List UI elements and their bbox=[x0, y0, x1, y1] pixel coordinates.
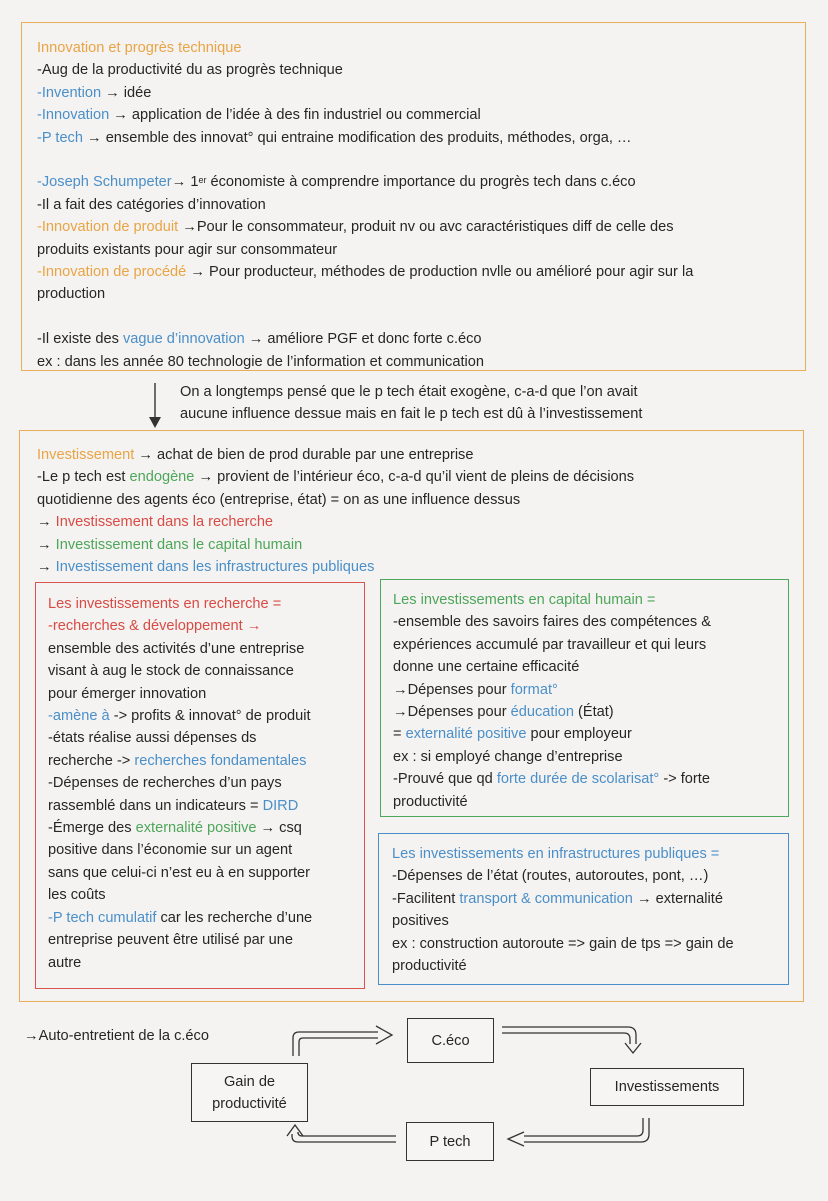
schumpeter-def: économiste à comprendre importance du progrès tech dans c.éco bbox=[206, 174, 636, 191]
arrow: → bbox=[178, 219, 197, 236]
capital-line bbox=[393, 701, 711, 723]
auto-entretien-text: →Auto-entretient de la c.éco bbox=[24, 1028, 209, 1044]
gain-label-1: Gain de bbox=[223, 1073, 276, 1090]
ptech-label: P tech bbox=[429, 1133, 471, 1150]
recherche-line: autre bbox=[48, 954, 82, 971]
infrastructures-box bbox=[378, 833, 789, 985]
text: -Facilitent bbox=[392, 890, 460, 907]
infra-title: Les investissements en infrastructures publiques = bbox=[392, 846, 720, 862]
recherche-line: sans que celui-ci n’est eu à en supporter bbox=[48, 864, 311, 881]
innovation-produit-def: Pour le consommateur, produit nv ou avc caractéristiques diff de celle des bbox=[196, 219, 674, 236]
arrow: → bbox=[194, 469, 218, 486]
superscript: er bbox=[198, 175, 207, 186]
term: -P tech cumulatif bbox=[48, 909, 157, 926]
recherche-line: -Dépenses de recherches d’un pays bbox=[48, 775, 282, 792]
arrow-gain-to-ceco-icon bbox=[293, 1026, 392, 1056]
schumpeter-term: -Joseph Schumpeter bbox=[37, 174, 172, 191]
transition-line-2: aucune influence dessue mais en fait le p tech est dû à l’investissement bbox=[180, 406, 643, 423]
gain-label-2: productivité bbox=[212, 1095, 287, 1112]
innovation-line bbox=[37, 104, 693, 126]
text: -Prouvé que qd bbox=[393, 771, 497, 788]
text: -Émerge des bbox=[48, 820, 136, 837]
capital-line: expériences accumulé par travailleur et qui leurs bbox=[393, 636, 707, 653]
text: pour employeur bbox=[526, 726, 632, 743]
ptech-def: ensemble des innovat° qui entraine modification des produits, méthodes, orga, … bbox=[105, 129, 632, 146]
recherche-line: visant à aug le stock de connaissance bbox=[48, 663, 294, 680]
innovation-procede-line-2: production bbox=[37, 286, 106, 303]
infra-line: productivité bbox=[392, 958, 467, 975]
arrow: → bbox=[109, 107, 132, 124]
term: externalité positive bbox=[405, 726, 527, 743]
capital-line bbox=[393, 679, 711, 701]
categories-line: -Il a fait des catégories d’innovation bbox=[37, 196, 266, 213]
capital-line: donne une certaine efficacité bbox=[393, 659, 580, 676]
innovation-procede-line bbox=[37, 261, 693, 283]
term: -amène à bbox=[48, 708, 110, 725]
innovation-procede-def: Pour producteur, méthodes de production nvlle ou amélioré pour agir sur la bbox=[209, 264, 694, 281]
innovation-def: application de l’idée à des fin industriel ou commercial bbox=[131, 107, 481, 124]
capital-line: -ensemble des savoirs faires des compétences & bbox=[393, 614, 711, 631]
gain-productivite-box bbox=[191, 1063, 308, 1122]
endogene-line bbox=[37, 466, 634, 488]
vague-line bbox=[37, 328, 693, 350]
recherche-line bbox=[48, 750, 312, 772]
capital-line: productivité bbox=[393, 793, 468, 810]
text: car les recherche d’une bbox=[156, 909, 313, 926]
bullet-infra-label: Investissement dans les infrastructures publiques bbox=[55, 559, 375, 576]
schumpeter-line bbox=[37, 171, 693, 193]
infra-line bbox=[392, 888, 734, 910]
capital-line bbox=[393, 723, 711, 745]
recherche-line: -états réalise aussi dépenses ds bbox=[48, 730, 257, 747]
term: externalité positive bbox=[135, 820, 257, 837]
recherche-title: Les investissements en recherche = bbox=[48, 596, 282, 612]
productivity-line: -Aug de la productivité du as progrès technique bbox=[37, 62, 343, 79]
recherche-line: entreprise peuvent être utilisé par une bbox=[48, 932, 294, 949]
invention-line bbox=[37, 82, 693, 104]
recherche-line: positive dans l’économie sur un agent bbox=[48, 842, 293, 859]
arrow: → bbox=[134, 447, 158, 463]
bullet-capital-humain bbox=[37, 534, 634, 556]
text: rassemblé dans un indicateurs = bbox=[48, 797, 263, 814]
term: recherches fondamentales bbox=[134, 752, 307, 769]
section-title: Innovation et progrès technique bbox=[37, 40, 242, 56]
arrow: → bbox=[101, 84, 124, 101]
investissement-term: Investissement bbox=[37, 447, 135, 463]
vague-term: vague d’innovation bbox=[122, 331, 245, 348]
bullet-recherche bbox=[37, 511, 634, 533]
capital-title: Les investissements en capital humain = bbox=[393, 592, 656, 608]
innovation-term: -Innovation bbox=[37, 107, 110, 124]
arrow: → bbox=[37, 514, 56, 531]
arrow: → bbox=[82, 129, 106, 146]
spacer bbox=[37, 149, 693, 171]
recherche-line: les coûts bbox=[48, 887, 106, 904]
ptech-line bbox=[37, 127, 693, 149]
infra-line: ex : construction autoroute => gain de tps => gain de bbox=[392, 935, 734, 952]
arrow-ptech-to-gain-icon bbox=[287, 1125, 396, 1142]
bullet-capital-label: Investissement dans le capital humain bbox=[55, 536, 303, 553]
recherche-box bbox=[35, 582, 365, 989]
spacer bbox=[37, 306, 693, 328]
transition-text bbox=[180, 381, 642, 426]
arrow: → bbox=[244, 331, 268, 348]
term: forte durée de scolarisat° bbox=[496, 771, 660, 788]
investissement-line bbox=[37, 444, 634, 466]
recherche-line: -recherches & développement → bbox=[48, 618, 262, 635]
recherche-line: pour émerger innovation bbox=[48, 685, 207, 702]
term: transport & communication bbox=[459, 890, 633, 907]
innovation-produit-line-2: produits existants pour agir sur consommateur bbox=[37, 241, 338, 258]
infra-line: positives bbox=[392, 913, 449, 930]
text: → externalité bbox=[632, 890, 723, 907]
bullet-recherche-label: Investissement dans la recherche bbox=[55, 514, 274, 531]
innovation-section-box bbox=[21, 22, 806, 371]
endogene-prefix: -Le p tech est bbox=[37, 469, 130, 486]
term: éducation bbox=[510, 704, 574, 721]
arrow: → bbox=[37, 559, 56, 576]
text: -> profits & innovat° de produit bbox=[109, 708, 311, 725]
text: → csq bbox=[256, 820, 302, 837]
ptech-term: -P tech bbox=[37, 129, 83, 146]
arrow: → bbox=[186, 264, 209, 281]
term: DIRD bbox=[262, 797, 299, 814]
recherche-line bbox=[48, 795, 312, 817]
text: (État) bbox=[573, 704, 614, 721]
ptech-box bbox=[406, 1122, 494, 1161]
recherche-line: ensemble des activités d’une entreprise bbox=[48, 640, 305, 657]
capital-line bbox=[393, 768, 711, 790]
text: = bbox=[393, 726, 406, 743]
infra-line: -Dépenses de l’état (routes, autoroutes, pont, …) bbox=[392, 868, 709, 885]
invention-def: idée bbox=[123, 84, 152, 101]
capital-line: ex : si employé change d’entreprise bbox=[393, 748, 623, 765]
arrow: → bbox=[37, 536, 56, 553]
arrow: → bbox=[171, 174, 191, 191]
investissements-box bbox=[590, 1068, 744, 1106]
innovation-produit-line bbox=[37, 216, 693, 238]
recherche-line bbox=[48, 817, 312, 839]
innovation-procede-term: -Innovation de procédé bbox=[37, 264, 187, 281]
transition-line-1: On a longtemps pensé que le p tech était exogène, c-a-d que l’on avait bbox=[180, 384, 638, 400]
schumpeter-first: 1 bbox=[190, 174, 199, 191]
arrow-ceco-to-invest-icon bbox=[502, 1027, 641, 1053]
ceco-box bbox=[407, 1018, 494, 1063]
endogene-term: endogène bbox=[129, 469, 195, 486]
text: →Dépenses pour bbox=[393, 704, 511, 721]
vague-prefix: -Il existe des bbox=[37, 331, 123, 348]
text: -> forte bbox=[659, 771, 710, 788]
vague-def: améliore PGF et donc forte c.éco bbox=[267, 331, 482, 348]
recherche-line bbox=[48, 705, 312, 727]
arrow-invest-to-ptech-icon bbox=[508, 1118, 649, 1146]
invention-term: -Invention bbox=[37, 84, 102, 101]
example-line: ex : dans les année 80 technologie de l’information et communication bbox=[37, 353, 485, 370]
text: recherche -> bbox=[48, 752, 135, 769]
term: format° bbox=[510, 681, 558, 698]
text: →Dépenses pour bbox=[393, 681, 511, 698]
investissement-def: achat de bien de prod durable par une entreprise bbox=[157, 447, 474, 463]
capital-humain-box bbox=[380, 579, 789, 817]
investissements-label: Investissements bbox=[614, 1079, 720, 1095]
endogene-line-2: quotidienne des agents éco (entreprise, état) = on as une influence dessus bbox=[37, 491, 521, 508]
recherche-line bbox=[48, 907, 312, 929]
bullet-infrastructures bbox=[37, 556, 634, 578]
ceco-label: C.éco bbox=[431, 1032, 470, 1049]
innovation-produit-term: -Innovation de produit bbox=[37, 219, 179, 236]
endogene-def: provient de l’intérieur éco, c-a-d qu’il vient de pleins de décisions bbox=[217, 469, 635, 486]
